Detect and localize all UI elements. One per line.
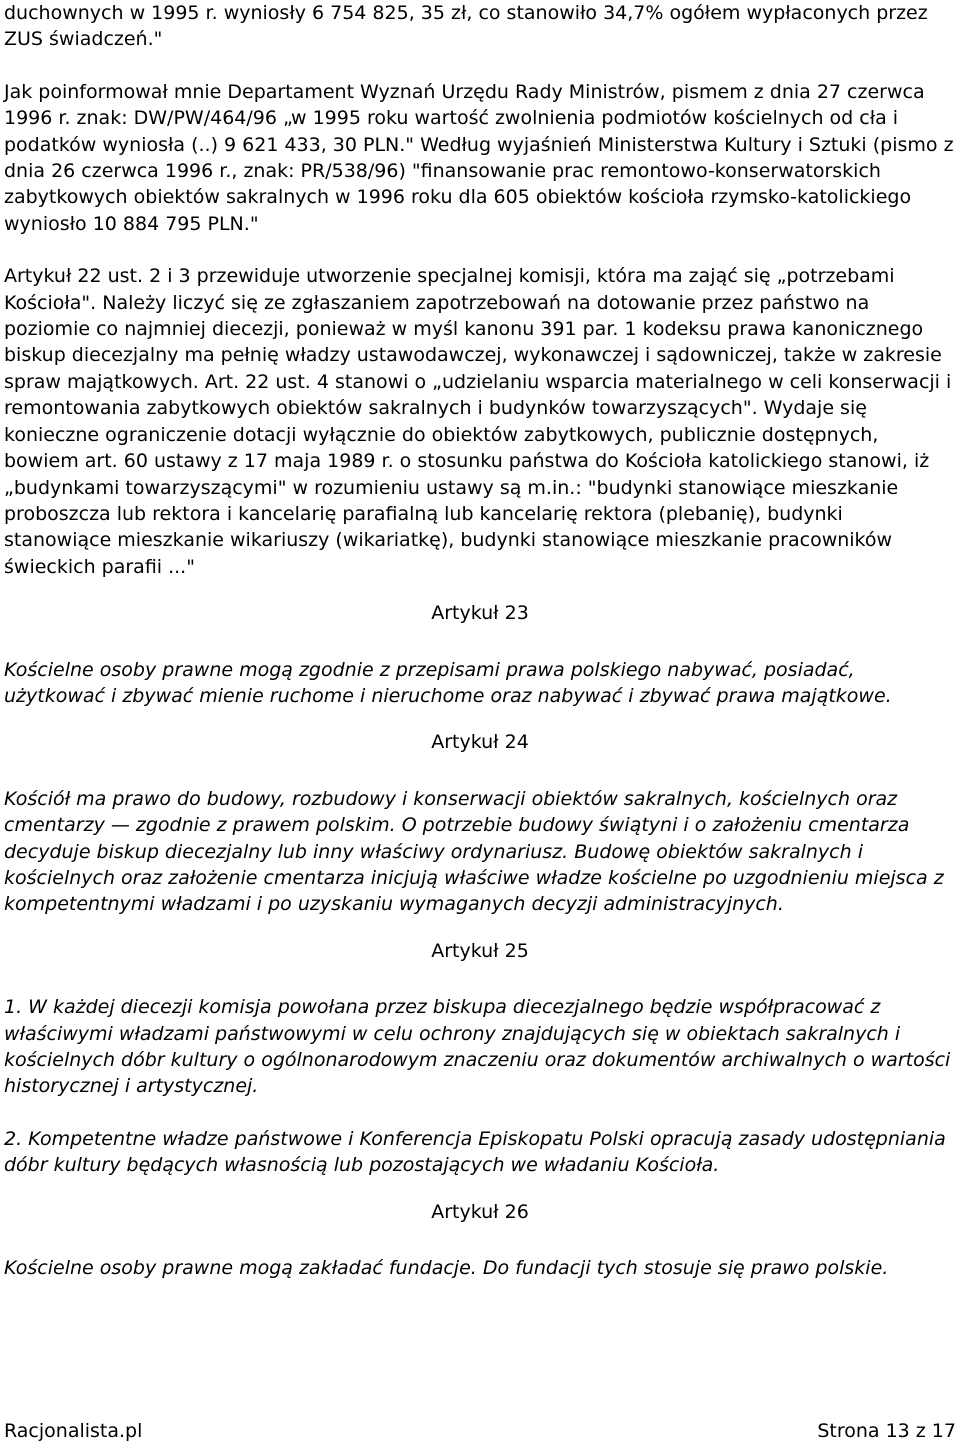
article-23-text: Kościelne osoby prawne mogą zgodnie z przepisami prawa polskiego nabywać, posiadać, użytkować i zbywać mienie ruchome i nieruchome oraz nabywać i zbywać prawa majątkowe. [4, 658, 892, 707]
heading-article-24: Artykuł 24 [431, 731, 529, 754]
article-24-text: Kościół ma prawo do budowy, rozbudowy i konserwacji obiektów sakralnych, kościelnych oraz cmentarzy — zgodnie z prawem polskim. O potrzebie budowy świątyni i o założeniu cmentarza decyduje biskup diecezjalny lub inny właściwy ordynariusz. Budowę obiektów sakralnych i kościelnych oraz założenie cmentarza inicjują właściwe władze kościelne po uzgodnieniu miejsca z kompetentnymi władzami i po uzyskaniu wymaganych decyzji administracyjnych. [4, 787, 944, 916]
heading-article-25: Artykuł 25 [431, 939, 529, 962]
footer-page-number: Strona 13 z 17 [817, 1420, 956, 1442]
footer-site-name: Racjonalista.pl [4, 1420, 143, 1442]
heading-article-23: Artykuł 23 [431, 602, 529, 625]
article-25-point-2: 2. Kompetentne władze państwowe i Konferencja Episkopatu Polski opracują zasady udostępniania dóbr kultury będących własnością lub pozostających we władaniu Kościoła. [4, 1127, 946, 1177]
heading-article-26: Artykuł 26 [431, 1200, 529, 1223]
article-25-point-1: 1. W każdej diecezji komisja powołana przez biskupa diecezjalnego będzie współpracować z właściwymi władzami państwowymi w celu ochrony znajdujących się w obiektach sakralnych i kościelnych dóbr kultury o ogólnonarodowym znaczeniu oraz dokumentów archiwalnych o wartości historycznej i artystycznej. [4, 996, 951, 1098]
article-26-text: Kościelne osoby prawne mogą zakładać fundacje. Do fundacji tych stosuje się prawo polskie. [4, 1257, 889, 1280]
paragraph-zus-payments: duchownych w 1995 r. wyniosły 6 754 825, 35 zł, co stanowiło 34,7% ogółem wypłaconych przez ZUS świadczeń." [4, 2, 928, 51]
paragraph-article-22: Artykuł 22 ust. 2 i 3 przewiduje utworzenie specjalnej komisji, która ma zająć się „potrzebami Kościoła". Należy liczyć się ze zgłaszaniem zapotrzebowań na dotowanie przez państwo na poziomie co najmniej diecezji, ponieważ w myśl kanonu 391 par. 1 kodeksu prawa kanonicznego biskup diecezjalny ma pełnię władzy ustawodawczej, wykonawczej i sądowniczej, także w zakresie spraw majątkowych. Art. 22 ust. 4 stanowi o „udzielaniu wsparcia materialnego w celi konserwacji i remontowania zabytkowych obiektów sakralnych i budynków towarzyszących". Wydaje się konieczne ograniczenie dotacji wyłącznie do obiektów zabytkowych, publicznie dostępnych, bowiem art. 60 ustawy z 17 maja 1989 r. o stosunku państwa do Kościoła katolickiego stanowi, iż „budynkami towarzyszącymi" w rozumieniu ustawy są m.in.: "budynki stanowiące mieszkanie proboszcza lub rektora i kancelarię parafialną lub kancelarię rektora (plebanię), budynki stanowiące mieszkanie wikariuszy (wikariatkę), budynki stanowiące mieszkanie pracowników świeckich parafii ..." [4, 265, 952, 578]
page-footer [4, 1418, 956, 1444]
document-page [4, 0, 956, 1281]
paragraph-tax-exemption: Jak poinformował mnie Departament Wyznań Urzędu Rady Ministrów, pismem z dnia 27 czerwca 1996 r. znak: DW/PW/464/96 „w 1995 roku wartość zwolnienia podmiotów kościelnych od cła i podatków wyniosła (..) 9 621 433, 30 PLN." Według wyjaśnień Ministerstwa Kultury i Sztuki (pismo z dnia 26 czerwca 1996 r., znak: PR/538/96) "finansowanie prac remontowo-konserwatorskich zabytkowych obiektów sakralnych w 1996 roku dla 605 obiektów kościoła rzymsko-katolickiego wyniosło 10 884 795 PLN." [4, 80, 954, 235]
